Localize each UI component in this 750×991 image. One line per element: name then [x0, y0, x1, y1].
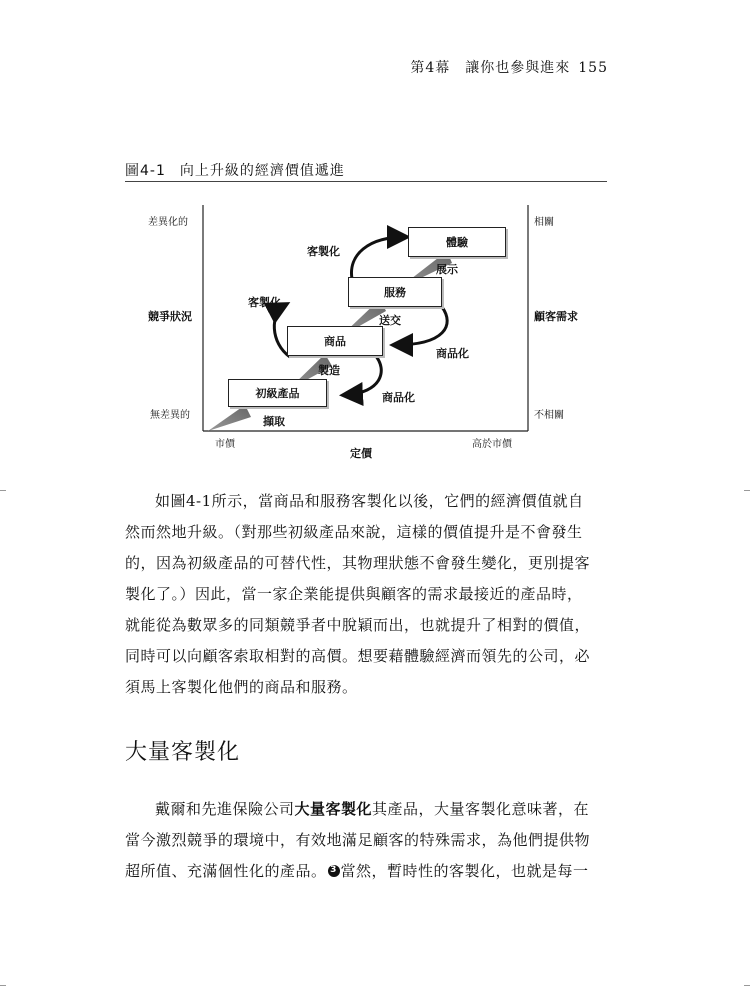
left-axis-middle: 競爭狀況	[148, 310, 192, 323]
figure-number: 圖4-1	[125, 163, 166, 179]
box-services: 服務	[348, 277, 442, 307]
box-goods: 商品	[287, 326, 383, 356]
p1-line-1: 如圖4-1所示，當商品和服務客製化以後，它們的經濟價值就自	[155, 492, 584, 510]
x-axis-left: 市價	[215, 439, 235, 450]
right-axis-bottom: 不相關	[534, 410, 564, 421]
p2-line-1b: 其產品，大量客製化意味著，在	[372, 800, 590, 818]
p1-line-7: 須馬上客製化他們的商品和服務。	[125, 678, 358, 696]
customize-arrow-2	[351, 237, 405, 279]
label-stage: 展示	[436, 263, 458, 276]
page-number: 155	[578, 60, 608, 76]
p2-line-2: 當今激烈競爭的環境中，有效地滿足顧客的特殊需求，為他們提供物	[125, 831, 591, 849]
figure-title: 向上升級的經濟價值遞進	[179, 163, 345, 179]
figure-caption	[125, 160, 345, 180]
running-header	[410, 57, 608, 77]
p1-line-6: 同時可以向顧客索取相對的高價。想要藉體驗經濟而領先的公司，必	[125, 647, 591, 665]
label-commoditize-2: 商品化	[436, 347, 469, 360]
label-deliver: 送交	[379, 314, 401, 327]
crop-mark-left	[0, 490, 6, 491]
figure-rule	[125, 181, 607, 182]
left-axis-bottom: 無差異的	[150, 410, 190, 421]
left-axis-top: 差異化的	[148, 217, 188, 228]
label-customize-2: 客製化	[307, 245, 340, 258]
label-extract: 擷取	[263, 415, 285, 428]
paragraph-1	[125, 486, 610, 703]
crop-mark-bottom-right	[744, 985, 750, 986]
commoditize-arrow-2	[395, 307, 447, 345]
crop-mark-bottom-left	[0, 985, 6, 986]
box-commodity: 初級產品	[228, 379, 327, 407]
label-customize-1: 客製化	[248, 296, 281, 309]
p1-line-4: 製化了。）因此，當一家企業能提供與顧客的需求最接近的產品時，	[125, 585, 583, 603]
section-title: 大量客製化	[125, 740, 241, 765]
chapter-title: 第4幕 讓你也參與進來	[410, 60, 571, 76]
right-axis-top: 相關	[534, 217, 554, 228]
p2-bold-term: 大量客製化	[294, 800, 373, 818]
p2-line-3b: 當然，暫時性的客製化，也就是每一	[340, 862, 589, 880]
p2-line-3a: 超所值、充滿個性化的產品。	[125, 862, 327, 880]
progression-arrow-1	[208, 405, 251, 431]
p1-line-2: 然而然地升級。（對那些初級產品來說，這樣的價值提升是不會發生	[125, 523, 583, 541]
p1-line-5: 就能從為數眾多的同類競爭者中脫穎而出，也就提升了相對的價值，	[125, 616, 591, 634]
p2-line-1a: 戴爾和先進保險公司	[155, 800, 295, 818]
crop-mark-right	[744, 490, 750, 491]
box-experiences: 體驗	[408, 227, 506, 257]
commoditize-arrow-1	[345, 355, 381, 395]
x-axis-right: 高於市價	[472, 439, 512, 450]
paragraph-2	[125, 794, 610, 887]
x-axis-label: 定價	[350, 447, 372, 460]
right-axis-middle: 顧客需求	[534, 310, 578, 323]
value-progression-diagram	[120, 195, 620, 475]
label-commoditize-1: 商品化	[382, 391, 415, 404]
footnote-marker[interactable]: 3	[328, 865, 340, 877]
label-make: 製造	[318, 364, 340, 377]
p1-line-3: 的，因為初級產品的可替代性，其物理狀態不會發生變化，更別提客	[125, 554, 591, 572]
